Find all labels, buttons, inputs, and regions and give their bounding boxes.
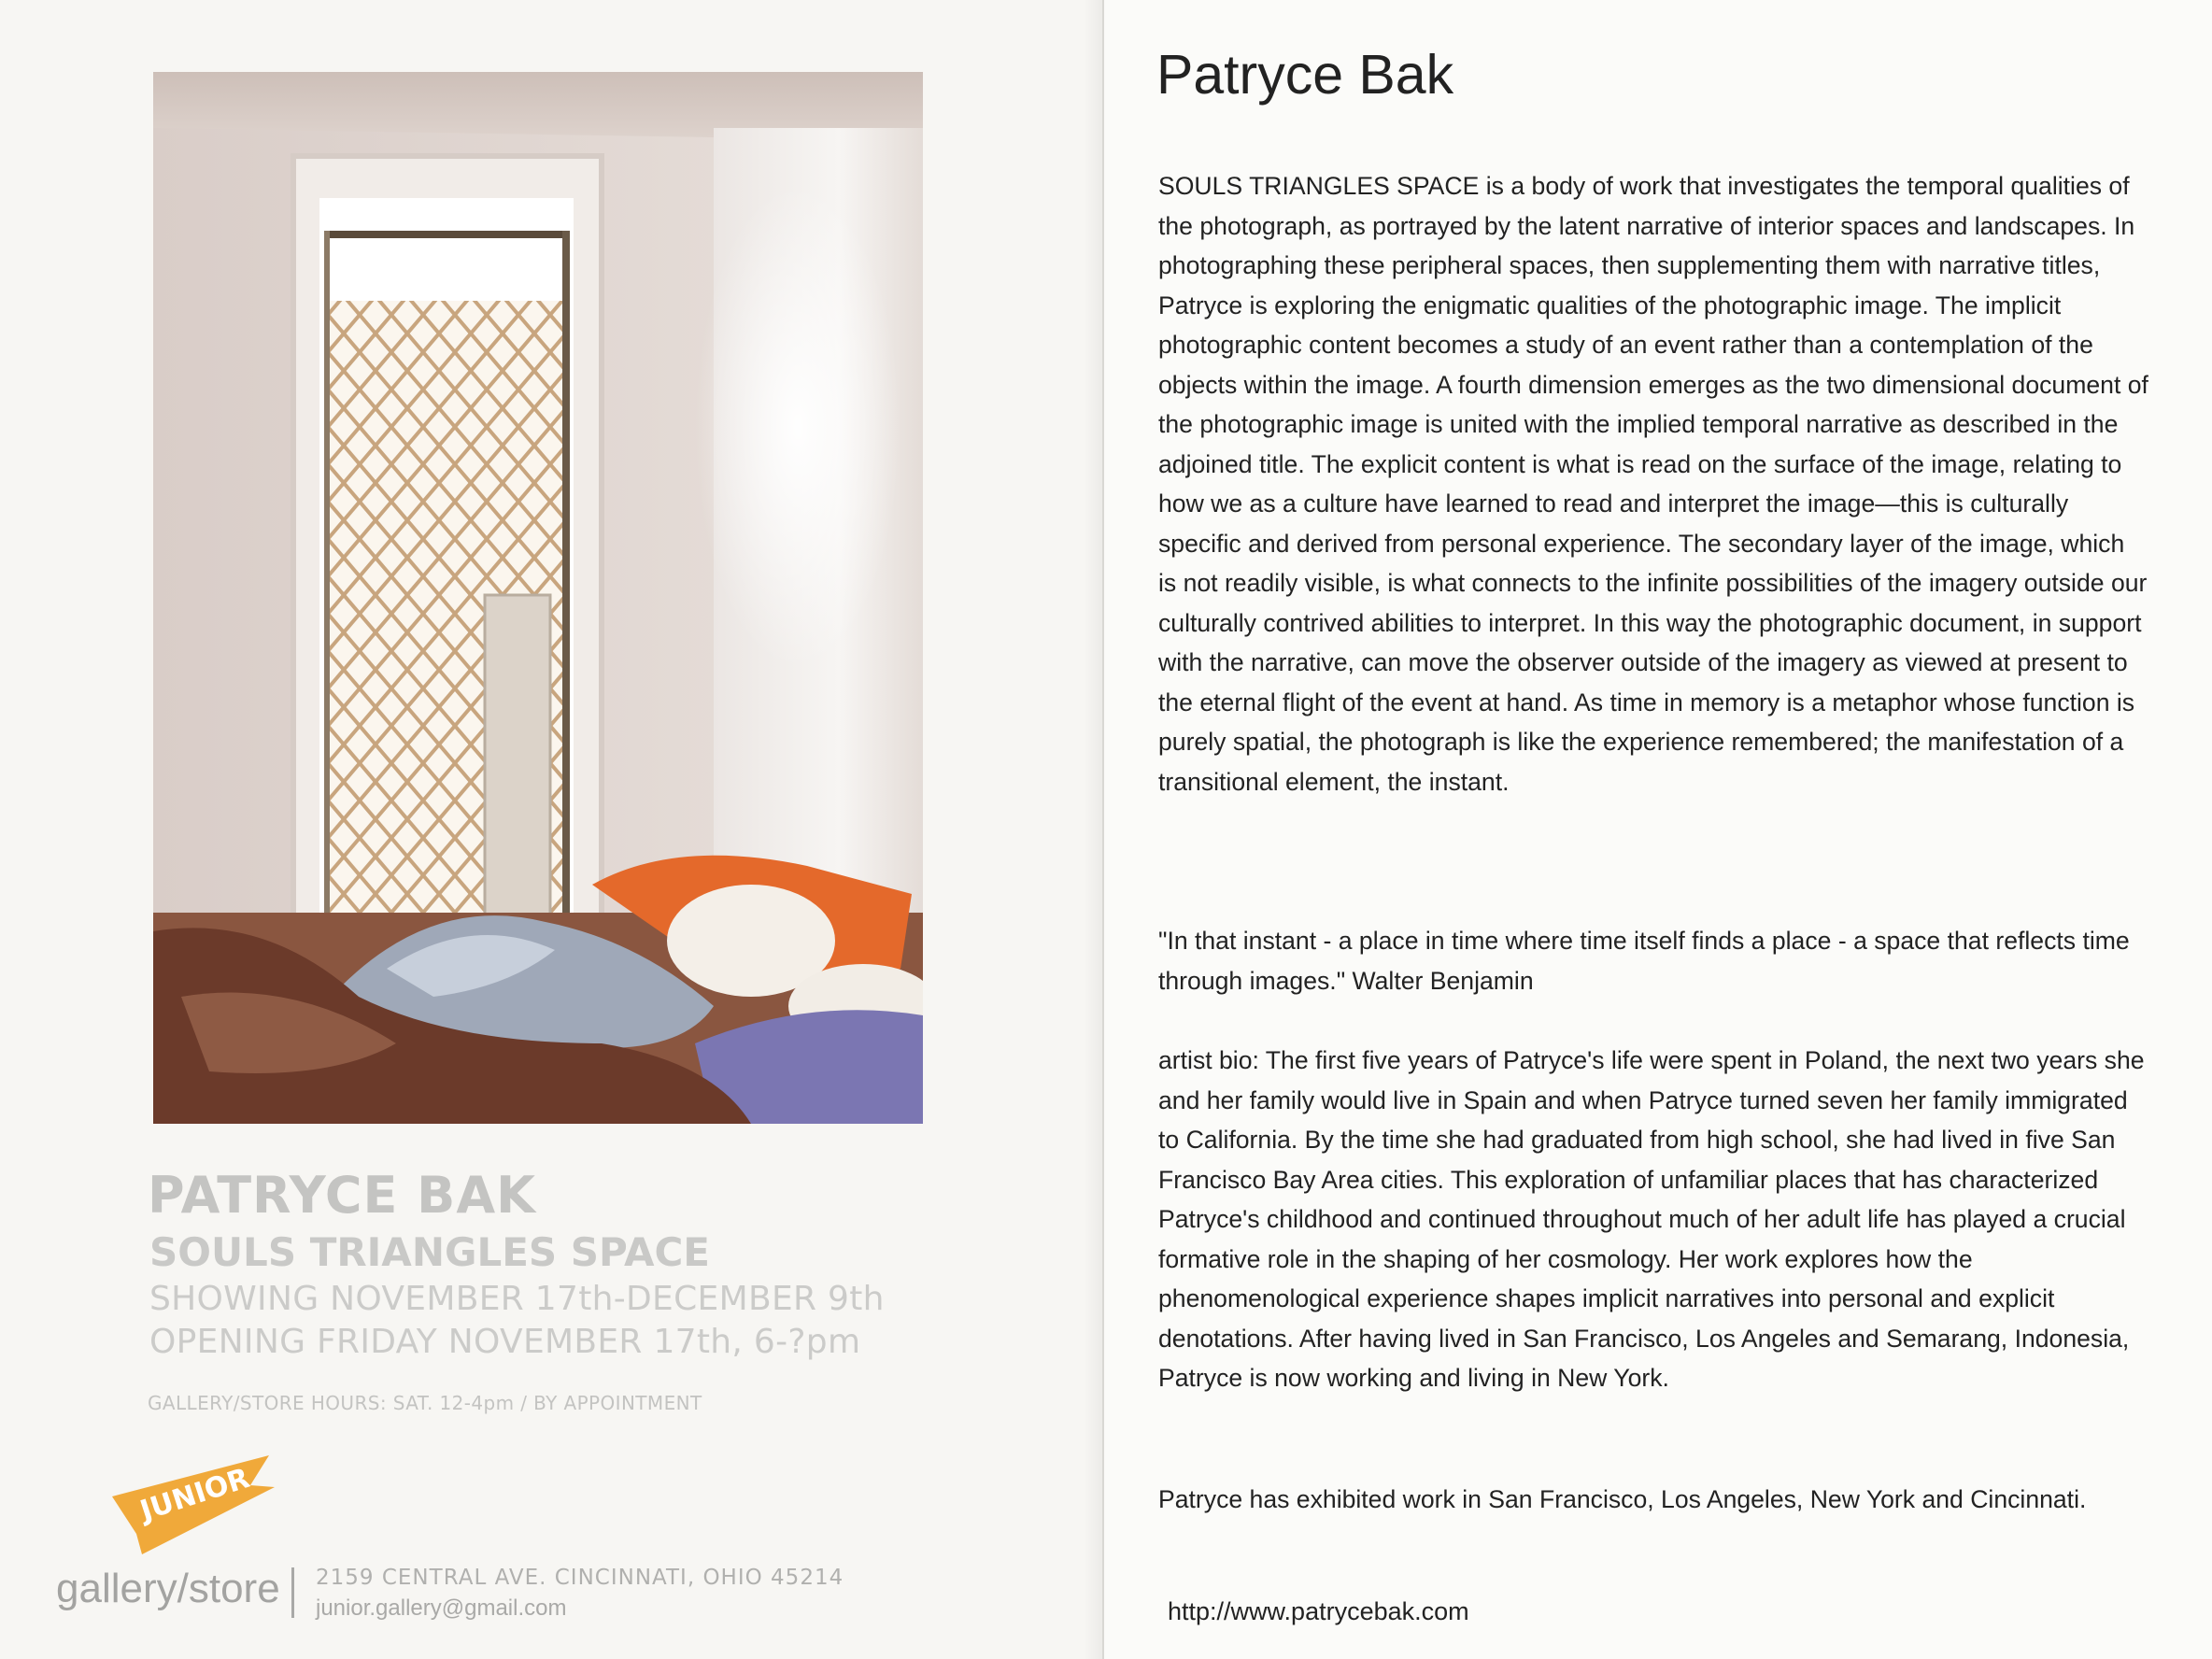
showing-dates: SHOWING NOVEMBER 17th-DECEMBER 9th bbox=[149, 1280, 885, 1318]
bedroom-photograph bbox=[153, 72, 923, 1124]
opening-date: OPENING FRIDAY NOVEMBER 17th, 6-?pm bbox=[149, 1323, 861, 1361]
artist-statement: SOULS TRIANGLES SPACE is a body of work that investigates the temporal qualities of the photograph, as portrayed by the latent narrative of interior spaces and landscapes. In photographing these peripheral spaces, then supplementing them with narrative titles, Patryce is exploring the enigmatic qualities of the photographic image. The implicit photographic content becomes a study of an event rather than a contemplation of the objects within the image. A fourth dimension emerges as the two dimensional document of the photographic image is united with the implied temporal narrative as described in the adjoined title. The explicit content is what is read on the surface of the image, relating to how we as a culture have learned to read and interpret the image—this is culturally specific and derived from personal experience. The secondary layer of the image, which is not readily visible, is what connects to the infinite possibilities of the imagery outside our culturally contrived abilities to interpret. In this way the photographic document, in support with the narrative, can move the observer outside of the imagery as viewed at present to the eternal flight of the event at hand. As time in memory is a metaphor whose function is purely spatial, the photograph is like the experience remembered; the manifestation of a transitional element, the instant. bbox=[1158, 172, 2148, 796]
walter-benjamin-quote: "In that instant - a place in time where time itself finds a place - a space that reflects time through images." Walter Benjamin bbox=[1158, 927, 2130, 995]
fold-shadow bbox=[1084, 0, 1104, 1659]
footer-divider bbox=[291, 1567, 294, 1618]
show-title: SOULS TRIANGLES SPACE bbox=[149, 1229, 710, 1275]
artist-name: PATRYCE BAK bbox=[148, 1166, 536, 1225]
gallery-hours: GALLERY/STORE HOURS: SAT. 12-4pm / BY APPOINTMENT bbox=[148, 1392, 702, 1414]
gallery-address: 2159 CENTRAL AVE. CINCINNATI, OHIO 45214 bbox=[316, 1566, 844, 1590]
artist-bio: artist bio: The first five years of Patryce's life were spent in Poland, the next two years she and her family would live in Spain and when Patryce turned seven her family immigrated to California. By the time she had graduated from high school, she had lived in five San Francisco Bay Area cities. This exploration of unfamiliar places that has characterized Patryce's childhood and continued throughout much of her adult life has played a crucial formative role in the shaping of her cosmology. Her work explores how the phenomenological experience shapes implicit narratives into personal and explicit denotations. After having lived in San Francisco, Los Angeles and Semarang, Indonesia, Patryce is now working and living in New York. bbox=[1158, 1046, 2145, 1392]
bedroom-photo-illustration bbox=[153, 72, 923, 1124]
page-title: Patryce Bak bbox=[1156, 44, 1454, 106]
logo-text: JUNIOR bbox=[135, 1461, 254, 1528]
postcard-front bbox=[0, 0, 1102, 1659]
artist-website-link[interactable]: http://www.patrycebak.com bbox=[1168, 1597, 1469, 1625]
gallery-email[interactable]: junior.gallery@gmail.com bbox=[316, 1595, 567, 1621]
exhibition-history: Patryce has exhibited work in San Francisco, Los Angeles, New York and Cincinnati. bbox=[1158, 1485, 2087, 1513]
gallery-store-label: gallery/store bbox=[56, 1566, 280, 1611]
junior-logo bbox=[110, 1448, 275, 1556]
